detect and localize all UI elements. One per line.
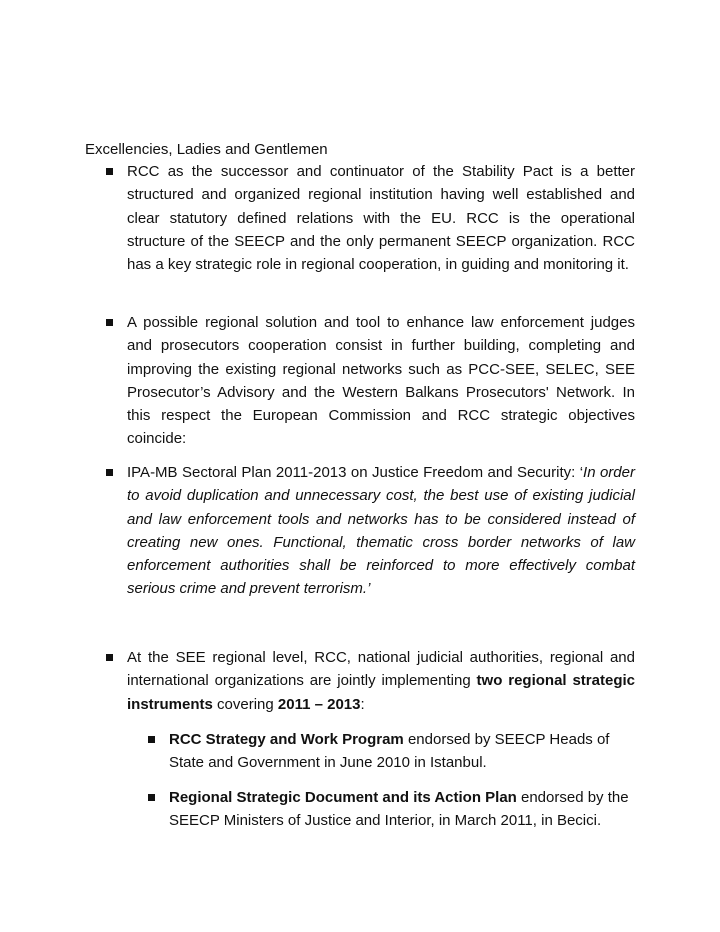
list-item-text-after: : (360, 695, 365, 713)
list-item-see-regional-level (127, 646, 635, 716)
sub-list-item-text: endorsed by SEECP Heads of State and Government in June 2010 in Istanbul. (169, 731, 610, 772)
square-bullet-icon (106, 168, 113, 175)
list-item-text-before: At the SEE regional level, RCC, national judicial authorities, regional and international organizations are jointly implementing (127, 649, 635, 690)
square-bullet-icon (148, 736, 155, 743)
sub-list-item-bold: Regional Strategic Document and its Action Plan (169, 789, 517, 806)
list-item-text: A possible regional solution and tool to enhance law enforcement judges and prosecutors cooperation consist in further building, completing and improving the existing regional networks such as PCC-SEE, SELEC, SEE Prosecutor’s Advisory and the Western Balkans Prosecutors' Network. In this respect the European Commission and RCC strategic objectives coincide: (127, 314, 635, 448)
greeting: Excellencies, Ladies and Gentlemen (85, 141, 328, 158)
list-item-regional-solution (127, 311, 635, 451)
list-item-bold-years: 2011 – 2013 (277, 695, 361, 713)
square-bullet-icon (148, 794, 155, 801)
list-item-ipa-mb-plan (127, 461, 635, 601)
list-item-quote: In order to avoid duplication and unnecessary cost, the best use of existing judicial and law enforcement tools and networks has to be considered instead of creating new ones. Functional, thematic cross border networks of law enforcement authorities shall be reinforced to more effectively combat serious crime and prevent terrorism.’ (127, 464, 635, 598)
sub-list-item-bold: RCC Strategy and Work Program (169, 731, 404, 748)
sub-list-item-text: endorsed by the SEECP Ministers of Justice and Interior, in March 2011, in Becici. (169, 789, 629, 830)
list-item-bold-instruments: two regional strategic instruments (127, 672, 635, 713)
sub-list-item-rcc-strategy (169, 728, 639, 775)
square-bullet-icon (106, 469, 113, 476)
sub-list-item-regional-strategic-document (169, 786, 639, 833)
list-item-text: RCC as the successor and continuator of the Stability Pact is a better structured and organized regional institution having well established and clear statutory defined relations with the EU. RCC is the operational structure of the SEECP and the only permanent SEECP organization. RCC has a key strategic role in regional cooperation, in guiding and monitoring it. (127, 163, 635, 274)
list-item-text-middle: covering (212, 695, 278, 713)
square-bullet-icon (106, 319, 113, 326)
list-item-intro: IPA-MB Sectoral Plan 2011-2013 on Justice Freedom and Security: ‘ (127, 464, 584, 481)
list-item-rcc-successor (127, 160, 635, 276)
square-bullet-icon (106, 654, 113, 661)
